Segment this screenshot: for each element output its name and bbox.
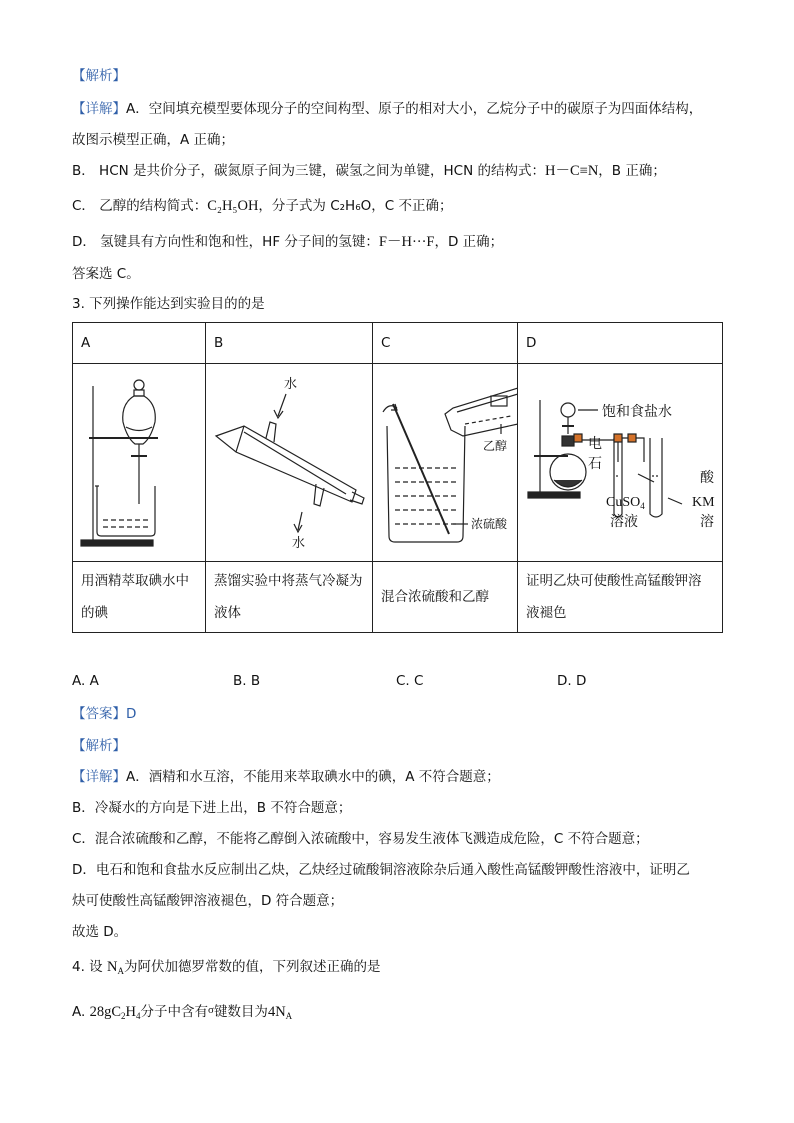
condenser-figure	[206, 364, 372, 561]
detail-d-line	[72, 232, 503, 252]
question-3-table	[72, 322, 723, 633]
q4-option-a-formula: $28gC_2H_4$	[89, 1004, 141, 1021]
q3-detail-b: B．冷凝水的方向是下进上出，B 不符合题意；	[72, 800, 352, 816]
hydrogen-bond-formula: F－H···F	[378, 234, 435, 250]
q3-detail-a	[72, 767, 500, 787]
answer-label-3: 【答案】D	[72, 706, 137, 722]
d-acid-label: 酸	[700, 470, 714, 486]
acetylene-apparatus-figure	[518, 364, 722, 561]
hcn-structural-formula: H－C≡N	[545, 163, 599, 179]
detail-c-tail: ，分子式为 C₂H₆O，C 不正确；	[258, 198, 453, 214]
detail-c-line	[72, 196, 452, 216]
q4-stem-prefix: 4. 设	[72, 959, 107, 975]
detail-label: 【详解】	[72, 101, 126, 117]
description-d: 证明乙炔可使酸性高锰酸钾溶液褪色	[518, 562, 723, 633]
q3-conclusion: 故选 D。	[72, 924, 128, 940]
detail-c-text: C． 乙醇的结构简式：	[72, 198, 208, 214]
q4-option-a[interactable]	[72, 1000, 292, 1026]
detail-b-text: B． HCN 是共价分子，碳氮原子间为三键，碳氢之间为单键，HCN 的结构式：	[72, 163, 545, 179]
d-cuso4-label: CuSO$_4$	[606, 495, 645, 511]
question-3-stem: 3. 下列操作能达到实验目的的是	[72, 296, 265, 312]
table-figure-row	[73, 364, 723, 562]
q4-option-a-prefix: A.	[72, 1004, 90, 1020]
header-b: B	[206, 323, 373, 364]
sigma-symbol: σ	[208, 1004, 214, 1016]
q3-detail-a-text: A．酒精和水互溶，不能用来萃取碘水中的碘，A 不符合题意；	[126, 769, 500, 785]
description-a: 用酒精萃取碘水中的碘	[73, 562, 206, 633]
q4-stem-suffix: 为阿伏加德罗常数的值，下列叙述正确的是	[123, 959, 381, 975]
q4-option-a-value: $4N_A$	[267, 1004, 293, 1021]
figure-b-cell	[206, 364, 373, 562]
table-header-row	[73, 323, 723, 364]
option-d[interactable]: D. D	[557, 673, 587, 689]
avogadro-symbol: $N_A$	[106, 959, 124, 976]
q4-option-a-mid: 分子中含有	[140, 1004, 208, 1020]
description-c: 混合浓硫酸和乙醇	[373, 562, 518, 633]
figure-a-cell	[73, 364, 206, 562]
separatory-funnel-figure	[73, 364, 205, 561]
ethanol-formula: C₂H₅OH	[207, 198, 259, 214]
analysis-label-1: 【解析】	[72, 68, 126, 84]
header-d: D	[518, 323, 723, 364]
figure-c-cell	[373, 364, 518, 562]
detail-b-tail: ，B 正确；	[598, 163, 666, 179]
d-carbide-label-1: 电	[588, 436, 602, 452]
c-ethanol-label: 乙醇	[483, 439, 508, 453]
header-a: A	[73, 323, 206, 364]
figure-d-cell	[518, 364, 723, 562]
d-carbide-label-2: 石	[588, 456, 602, 472]
option-b[interactable]: B. B	[233, 673, 261, 689]
q3-detail-c: C．混合浓硫酸和乙醇，不能将乙醇倒入浓硫酸中，容易发生液体飞溅造成危险，C 不符合题意；	[72, 831, 649, 847]
d-brine-label: 饱和食盐水	[602, 404, 672, 420]
q3-detail-d-1: D．电石和饱和食盐水反应制出乙炔，乙炔经过硫酸铜溶液除杂后通入酸性高锰酸钾酸性溶液中，证明乙	[72, 862, 690, 878]
answer-line-1: 答案选 C。	[72, 266, 140, 282]
detail-a-text: A．空间填充模型要体现分子的空间构型、原子的相对大小，乙烷分子中的碳原子为四面体结构，	[126, 101, 703, 117]
detail-b-line	[72, 161, 666, 181]
option-a[interactable]: A. A	[72, 673, 99, 689]
question-4-stem	[72, 957, 380, 981]
q3-detail-d-2: 炔可使酸性高锰酸钾溶液褪色，D 符合题意；	[72, 893, 344, 909]
detail-a-line-1	[72, 99, 702, 119]
header-c: C	[373, 323, 518, 364]
q4-option-a-mid2: 键数目为	[213, 1004, 268, 1020]
acid-mixing-figure	[373, 364, 518, 561]
b-water-out-label: 水	[292, 536, 306, 551]
c-acid-label: 浓硫酸	[471, 517, 508, 531]
analysis-label-3: 【解析】	[72, 738, 126, 754]
d-solution-label: 溶液	[610, 514, 638, 530]
b-water-in-label: 水	[284, 377, 298, 392]
detail-a-line-2: 故图示模型正确，A 正确；	[72, 132, 235, 148]
option-c[interactable]: C. C	[396, 673, 424, 689]
description-b: 蒸馏实验中将蒸气冷凝为液体	[206, 562, 373, 633]
detail-d-text: D． 氢键具有方向性和饱和性，HF 分子间的氢键：	[72, 234, 379, 250]
d-rong-label: 溶	[700, 514, 714, 530]
d-km-label: KM	[692, 495, 715, 510]
q3-detail-label: 【详解】	[72, 769, 126, 785]
detail-d-tail: ，D 正确；	[434, 234, 504, 250]
table-description-row	[73, 562, 723, 633]
